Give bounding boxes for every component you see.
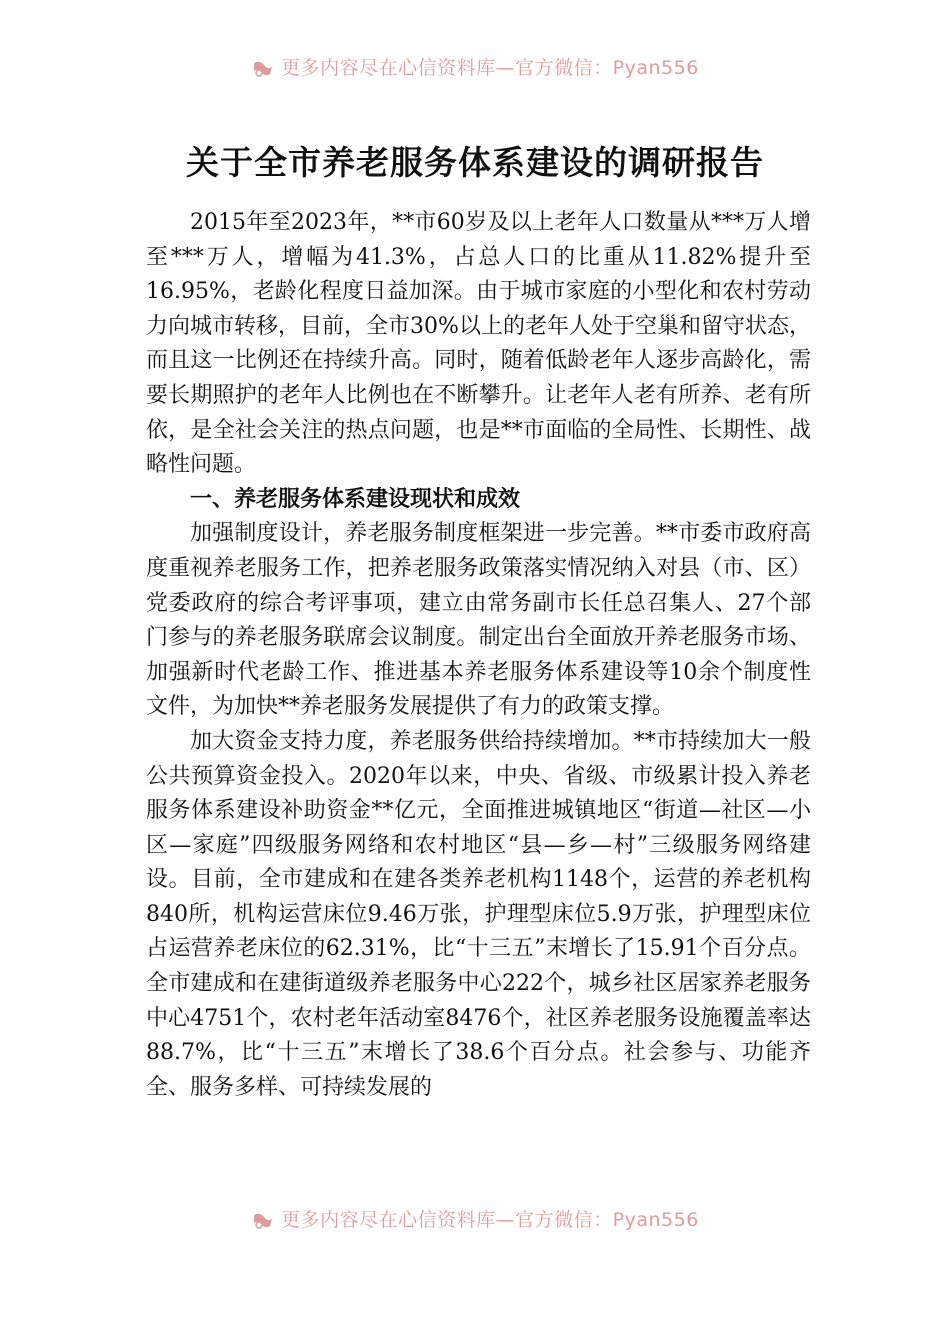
section1-paragraph-1: 加强制度设计，养老服务制度框架进一步完善。**市委市政府高度重视养老服务工作，把养老服务政策落实情况纳入对县（市、区）党委政府的综合考评事项，建立由常务副市长任总召集人、27个部门参与的养老服务联席会议制度。制定出台全面放开养老服务市场、加强新时代老龄工作、推进基本养老服务体系建设等10余个制度性文件，为加快**养老服务发展提供了有力的政策支撑。: [146, 521, 811, 720]
watermark-top-text: 更多内容尽在心信资料库—官方微信：Pyan556: [281, 57, 699, 79]
watermark-bottom-text: 更多内容尽在心信资料库—官方微信：Pyan556: [281, 1209, 699, 1231]
document-body: [146, 170, 811, 1105]
watermark-logo-icon: [251, 59, 275, 79]
watermark-logo-icon: [251, 1211, 275, 1231]
document-title: 关于全市养老服务体系建设的调研报告: [186, 143, 764, 182]
section1-paragraph-2: 加大资金支持力度，养老服务供给持续增加。**市持续加大一般公共预算资金投入。2020年以来，中央、省级、市级累计投入养老服务体系建设补助资金**亿元，全面推进城镇地区“街道—社区—小区—家庭”四级服务网络和农村地区“县—乡—村”三级服务网络建设。目前，全市建成和在建各类养老机构1148个，运营的养老机构840所，机构运营床位9.46万张，护理型床位5.9万张，护理型床位占运营养老床位的62.31%，比“十三五”末增长了15.91个百分点。全市建成和在建街道级养老服务中心222个，城乡社区居家养老服务中心4751个，农村老年活动室8476个，社区养老服务设施覆盖率达88.7%，比“十三五”末增长了38.6个百分点。社会参与、功能齐全、服务多样、可持续发展的: [146, 728, 811, 1100]
watermark-bottom: [0, 1207, 950, 1233]
section-heading-1: 一、养老服务体系建设现状和成效: [190, 486, 521, 512]
intro-paragraph: 2015年至2023年，**市60岁及以上老年人口数量从***万人增至***万人，增幅为41.3%，占总人口的比重从11.82%提升至16.95%，老龄化程度日益加深。由于城市家庭的小型化和农村劳动力向城市转移，目前，全市30%以上的老年人处于空巢和留守状态，而且这一比例还在持续升高。同时，随着低龄老年人逐步高龄化，需要长期照护的老年人比例也在不断攀升。让老年人老有所养、老有所依，是全社会关注的热点问题，也是**市面临的全局性、长期性、战略性问题。: [146, 210, 811, 478]
watermark-top: [0, 55, 950, 81]
